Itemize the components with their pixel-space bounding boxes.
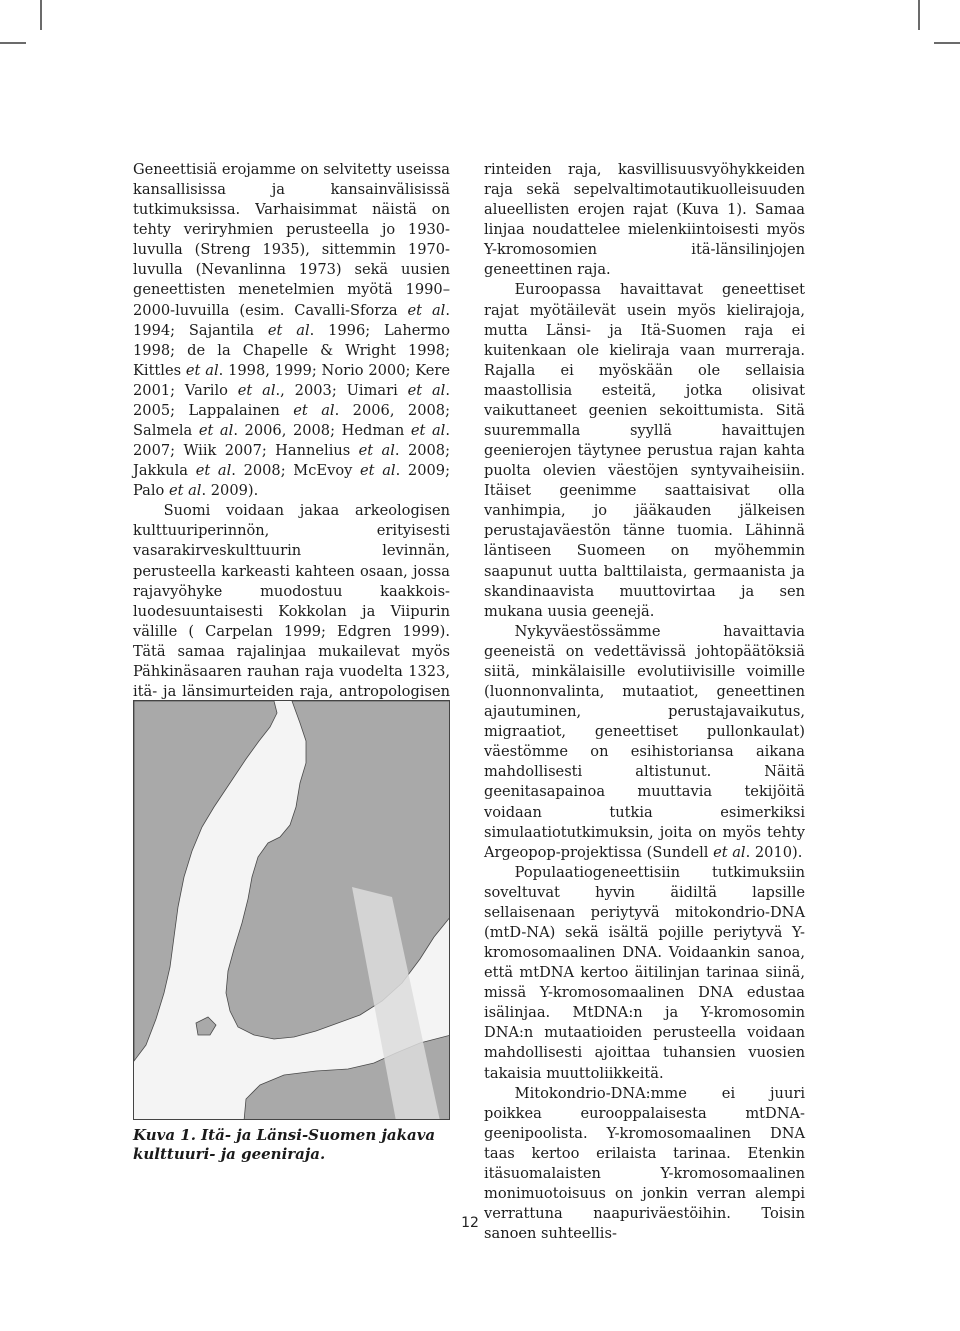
text-run: . 2010).	[745, 843, 803, 861]
text-run: . 2005; Lappalainen	[133, 381, 450, 419]
finland-map-figure	[133, 700, 450, 1120]
crop-mark-top-right-vertical	[918, 0, 920, 30]
crop-mark-top-left-vertical	[40, 0, 42, 30]
paragraph	[133, 160, 450, 501]
text-run: rinteiden raja, kasvillisuusvyöhykkeiden raja sekä sepelvaltimotautikuolleisuuden alueellisten erojen rajat (Kuva 1). Samaa linjaa noudattelee mielenkiintoisesti myös Y-kromosomien itä-länsilinjojen geneettinen raja.	[484, 161, 805, 279]
italic-run: et al	[267, 321, 310, 339]
text-run: . 1994; Sajantila	[133, 301, 450, 339]
italic-run: et al	[407, 301, 446, 319]
text-run: Euroopassa havaittavat geneettiset rajat myötäilevät usein myös kielirajoja, mutta Länsi- ja Itä-Suomen raja ei kuitenkaan ole kieliraja vaan murreraja. Rajalla ei myöskään ole sellaisia maastollisia esteitä, jotka olisivat vaikuttaneet geenien sekoittumista. Sitä suuremmalla syyllä havaittujen geenierojen täytynee perustua rajan kahta puolta olevien väestöjen syntyvaiheisiin. Itäiset geenimme saattaisivat olla vanhimpia, jo jääkauden jälkeisen perustajaväestön tänne tuomia. Lähinnä läntiseen Suomeen on myöhemmin saapunut uutta balttilaista, germaanista ja skandinaavista muuttovirtaa ja sen mukana uusia geenejä.	[484, 281, 805, 620]
text-run: . 2008; Jakkula	[133, 442, 450, 480]
finland-map-image	[134, 701, 450, 1120]
paragraph	[484, 280, 805, 621]
italic-run: et al	[237, 381, 276, 399]
text-run: . 1996; Lahermo 1998; de la Chapelle & Wright 1998; Kittles	[133, 321, 450, 379]
italic-run: et al	[407, 381, 446, 399]
text-run: . 2008; McEvoy	[231, 462, 361, 480]
italic-run: et al	[713, 843, 746, 861]
italic-run: et al	[198, 422, 234, 440]
paragraph	[484, 863, 805, 1084]
text-run: Populaatiogeneettisiin tutkimuksiin soveltuvat hyvin äidiltä lapsille sellaisenaan periytyvä mitokondrio-DNA (mtD-NA) sekä isältä pojille periytyvä Y-kromosomaalinen DNA. Voidaankin sanoa, että mtDNA kertoo äitilinjan tarinaa siinä, missä Y-kromosomaalinen DNA edustaa isälinjaa. MtDNA:n ja Y-kromosomin DNA:n mutaatioiden perusteella voidaan mahdollisesti ajoittaa tuhansien vuosien takaisia muuttoliikkeitä.	[484, 863, 805, 1082]
page-number: 12	[461, 1215, 479, 1231]
text-run: . 2009; Palo	[133, 462, 450, 500]
text-run: Nykyväestössämme havaittavia geeneistä on vedettävissä johtopäätöksiä siitä, minkälaisille evolutiivisille voimille (luonnonvalinta, mutaatiot, geneettinen ajautuminen, perustajavaikutus, migraatiot, geneettiset pullonkaulat) väestömme on esihistoriansa aikana mahdollisesti altistunut. Näitä geenitasapainoa muuttavia tekijöitä voidaan tutkia esimerkiksi simulaatiotutkimuksin, joita on myös tehty Argeopop-projektissa (Sundell	[484, 622, 805, 861]
paragraph	[133, 501, 450, 722]
italic-run: et al	[195, 462, 232, 480]
right-text-column	[484, 160, 805, 1244]
italic-run: et al	[358, 442, 395, 460]
text-run: . 2006, 2008; Hedman	[233, 422, 411, 440]
text-run: . 1998, 1999; Norio 2000; Kere 2001; Varilo	[133, 361, 451, 399]
italic-run: et al	[410, 422, 446, 440]
italic-run: et al	[360, 462, 396, 480]
text-run: ., 2003; Uimari	[275, 381, 408, 399]
left-text-column	[133, 160, 450, 722]
text-run: . 2007; Wiik 2007; Hannelius	[133, 422, 450, 460]
italic-run: et al	[185, 361, 219, 379]
italic-run: et al	[293, 401, 335, 419]
text-run: . 2009).	[201, 482, 259, 500]
paragraph	[484, 160, 805, 280]
text-run: Suomi voidaan jakaa arkeologisen kulttuuriperinnön, erityisesti vasarakirveskulttuurin levinnän, perusteella karkeasti kahteen osaan, jossa rajavyöhyke muodostuu kaakkois-luodesuuntaisesti Kokkolan ja Viipurin välille ( Carpelan 1999; Edgren 1999). Tätä samaa rajalinjaa mukailevat myös Pähkinäsaaren rauhan raja vuodelta 1323, itä- ja länsimurteiden raja, antropologisen	[133, 502, 450, 701]
text-run: Mitokondrio-DNA:mme ei juuri poikkea eurooppalaisesta mtDNA-geenipoolista. Y-kromosomaalinen DNA taas kertoo erilaista tarinaa. Etenkin itäsuomalaisten Y-kromosomaalinen monimuotoisuus on jonkin verran alempi verrattuna naapuriväestöihin. Toisin sanoen suhteellis-	[484, 1084, 805, 1243]
crop-mark-top-left-horizontal	[0, 42, 26, 44]
italic-run: et al	[168, 482, 202, 500]
paragraph	[484, 622, 805, 863]
text-run: . 2006, 2008; Salmela	[133, 401, 450, 440]
figure-caption: Kuva 1. Itä- ja Länsi-Suomen jakava kulttuuri- ja geeniraja.	[133, 1126, 436, 1163]
crop-mark-top-right-horizontal	[934, 42, 960, 44]
text-run: Geneettisiä erojamme on selvitetty useissa kansallisissa ja kansainvälisissä tutkimuksissa. Varhaisimmat näistä on tehty veriryhmien perusteella jo 1930-luvulla (Streng 1935), sittemmin 1970-luvulla (Nevanlinna 1973) sekä uusien geneettisten menetelmien myötä 1990–2000-luvuilla (esim. Cavalli-Sforza	[133, 161, 450, 319]
